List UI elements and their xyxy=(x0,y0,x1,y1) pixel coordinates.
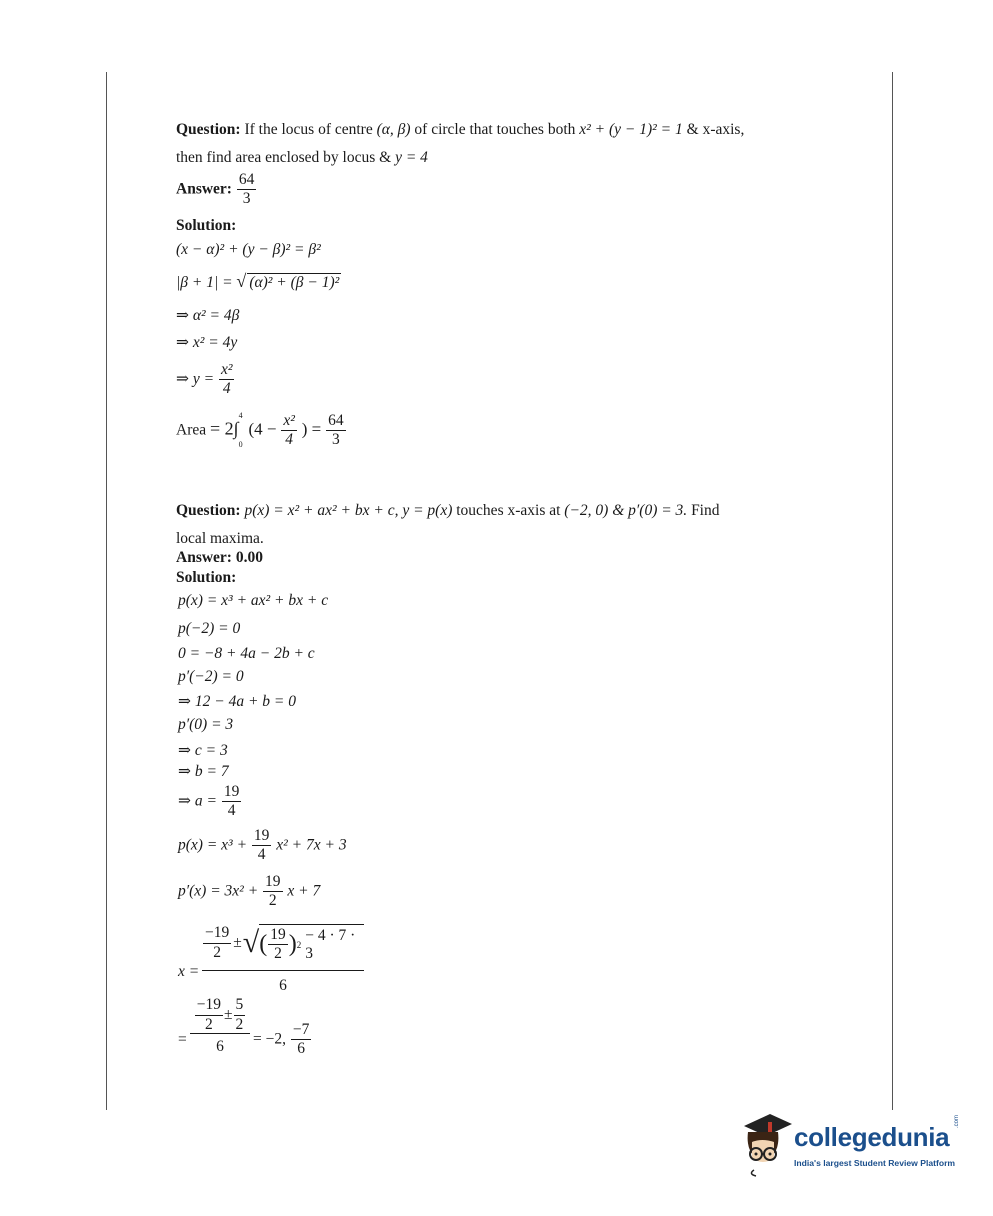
logo-wordmark: collegedunia xyxy=(794,1122,950,1152)
q2-step-2: p(−2) = 0 xyxy=(178,620,241,637)
q1-integral-limits xyxy=(239,410,243,452)
q2-step-13-eq: = xyxy=(178,1031,187,1048)
q2-step-10-num: 19 xyxy=(252,828,272,846)
right-margin-line xyxy=(892,72,893,1110)
q2-step-1: p(x) = x³ + ax² + bx + c xyxy=(178,592,329,609)
q1-step-2-lhs: |β + 1| = xyxy=(176,274,237,291)
q2-step-10-rhs: x² + 7x + 3 xyxy=(276,836,347,854)
q1-step-2-radicand: (α)² + (β − 1)² xyxy=(249,274,340,291)
q1-area-result-num: 64 xyxy=(326,413,346,431)
q2-step-9-den: 4 xyxy=(227,802,236,820)
q2-step-6: p′(0) = 3 xyxy=(178,716,234,733)
q2-step-13-n2: 5 xyxy=(234,997,246,1015)
q2-step-5: ⇒ 12 − 4a + b = 0 xyxy=(178,693,296,710)
q1-answer-num: 64 xyxy=(237,172,257,190)
q1-area-paren-open: (4 − xyxy=(248,419,277,439)
q1-area-result-den: 3 xyxy=(332,431,340,449)
q1-step-5-num: x² xyxy=(219,362,235,380)
q2-step-9 xyxy=(178,784,242,820)
q1-area-result xyxy=(326,413,346,449)
q2-text-d: Find xyxy=(691,502,720,519)
q1-area-fraction xyxy=(281,413,297,449)
q1-question-label: Question: xyxy=(176,121,241,138)
q1-text-a: If the locus of centre xyxy=(244,121,373,138)
q2-step-11-rhs: x + 7 xyxy=(287,882,321,900)
q2-step-11-lhs: p′(x) = 3x² + xyxy=(178,882,259,900)
q2-step-12-radicand: ( $\frac{19}{2}$ ) 2 − 4 · 7 · 3 xyxy=(259,924,364,963)
mascot-icon xyxy=(738,1108,794,1180)
q1-line2-eq: y = 4 xyxy=(395,149,428,166)
q1-area-num: x² xyxy=(281,413,297,431)
q1-area-paren-close: ) = xyxy=(301,419,322,439)
q2-step-12-lhs: x = xyxy=(178,963,200,980)
q2-step-13-pm: ± xyxy=(223,1006,233,1023)
q1-step-5-fraction xyxy=(219,362,235,398)
q2-step-13-d1: 2 xyxy=(204,1015,213,1033)
q1-lower-limit: 0 xyxy=(238,439,243,449)
q2-step-13-rd: 6 xyxy=(297,1040,305,1058)
q2-solution-label: Solution: xyxy=(176,569,237,586)
sqrt-sign-icon: √ xyxy=(242,926,260,959)
q2-text-a: p(x) = x² + ax² + bx + c, y = p(x) xyxy=(244,502,453,519)
logo-tagline: India's largest Student Review Platform xyxy=(794,1158,956,1168)
q2-step-11-num: 19 xyxy=(263,874,283,892)
q2-step-13-frac1 xyxy=(195,997,223,1033)
q1-step-2 xyxy=(176,272,341,291)
collegedunia-logo[interactable] xyxy=(738,1108,963,1180)
q2-step-9-num: 19 xyxy=(222,784,242,802)
q2-step-12-in-n: 19 xyxy=(268,927,288,945)
q1-question-line2 xyxy=(176,150,428,166)
q1-question-line1 xyxy=(176,122,744,138)
q1-upper-limit: 4 xyxy=(238,411,243,420)
q1-step-1: (x − α)² + (y − β)² = β² xyxy=(176,241,321,258)
q1-area-den: 4 xyxy=(285,431,293,449)
q1-answer xyxy=(176,172,257,208)
q2-step-10-lhs: p(x) = x³ + xyxy=(178,836,248,854)
q2-step-10-den: 4 xyxy=(257,846,266,864)
q1-solution-label: Solution: xyxy=(176,217,237,234)
q2-text-c: (−2, 0) & p′(0) = 3. xyxy=(564,502,688,519)
q2-step-13-rn: −7 xyxy=(291,1022,312,1040)
q2-step-12-fraction xyxy=(202,918,364,995)
q2-step-13-numerator xyxy=(190,997,250,1034)
q1-answer-label: Answer: xyxy=(176,180,232,198)
q2-step-13-rhs xyxy=(253,1022,312,1058)
q2-text-b: touches x-axis at xyxy=(456,502,561,519)
q1-area xyxy=(176,410,347,452)
q1-step-5-den: 4 xyxy=(222,380,231,398)
q1-answer-fraction xyxy=(237,172,257,208)
q2-step-13-mid: = −2, xyxy=(253,1030,286,1048)
sqrt-sign-icon: √ xyxy=(236,271,247,291)
paren-close: ) xyxy=(288,931,297,957)
q1-area-label: Area xyxy=(176,421,207,439)
q1-answer-den: 3 xyxy=(242,190,251,208)
q2-step-13-denominator: 6 xyxy=(216,1038,224,1055)
q2-question-label: Question: xyxy=(176,502,241,519)
q2-step-3: 0 = −8 + 4a − 2b + c xyxy=(178,645,315,662)
q2-step-12-d1: 2 xyxy=(213,943,221,961)
q1-step-5 xyxy=(176,362,235,398)
q2-step-9-fraction xyxy=(222,784,242,820)
q2-question-line1 xyxy=(176,503,720,519)
logo-dotcom: .com xyxy=(954,1114,960,1128)
q2-answer: Answer: 0.00 xyxy=(176,549,263,566)
q1-point: (α, β) xyxy=(376,121,411,138)
q2-step-12-pm: ± xyxy=(233,934,242,951)
q2-step-12-frac1 xyxy=(203,925,231,961)
left-margin-line xyxy=(106,72,107,1110)
q2-step-10-fraction xyxy=(252,828,272,864)
q1-step-4: ⇒ x² = 4y xyxy=(176,334,238,351)
q1-step-3: ⇒ α² = 4β xyxy=(176,307,240,324)
q2-step-11-fraction xyxy=(263,874,283,910)
q1-equation: x² + (y − 1)² = 1 xyxy=(579,121,683,138)
q2-question-line2: local maxima. xyxy=(176,530,264,547)
q2-step-13-frac2 xyxy=(234,997,246,1033)
q2-step-13-result xyxy=(291,1022,312,1058)
q2-step-11 xyxy=(178,874,320,910)
q2-step-12-n1: −19 xyxy=(203,925,231,943)
q2-step-12-rest: − 4 · 7 · 3 xyxy=(305,926,356,962)
q1-step-5-lhs: ⇒ y = xyxy=(176,370,218,388)
q1-line2-text: then find area enclosed by locus & xyxy=(176,149,392,166)
paren-open: ( xyxy=(259,931,268,957)
q1-text-b: of circle that touches both xyxy=(414,121,576,138)
q2-step-12-denominator: 6 xyxy=(279,977,287,994)
q2-step-12-numerator xyxy=(202,918,364,971)
q2-step-11-den: 2 xyxy=(268,892,277,910)
q2-step-10 xyxy=(178,828,347,864)
q2-step-13-n1: −19 xyxy=(195,997,223,1015)
q1-area-integral: = 2∫ xyxy=(210,418,239,439)
q2-step-4: p′(−2) = 0 xyxy=(178,668,244,685)
q2-step-8: ⇒ b = 7 xyxy=(178,763,229,780)
q2-step-12-inner-frac xyxy=(268,927,288,963)
q2-step-12-in-d: 2 xyxy=(274,945,282,962)
q2-step-7: ⇒ c = 3 xyxy=(178,742,228,759)
q2-step-9-lhs: ⇒ a = xyxy=(178,792,221,810)
q2-step-13-d2: 2 xyxy=(235,1015,244,1033)
q1-text-c: & x-axis, xyxy=(686,121,745,138)
q2-step-13-fraction xyxy=(190,997,250,1056)
